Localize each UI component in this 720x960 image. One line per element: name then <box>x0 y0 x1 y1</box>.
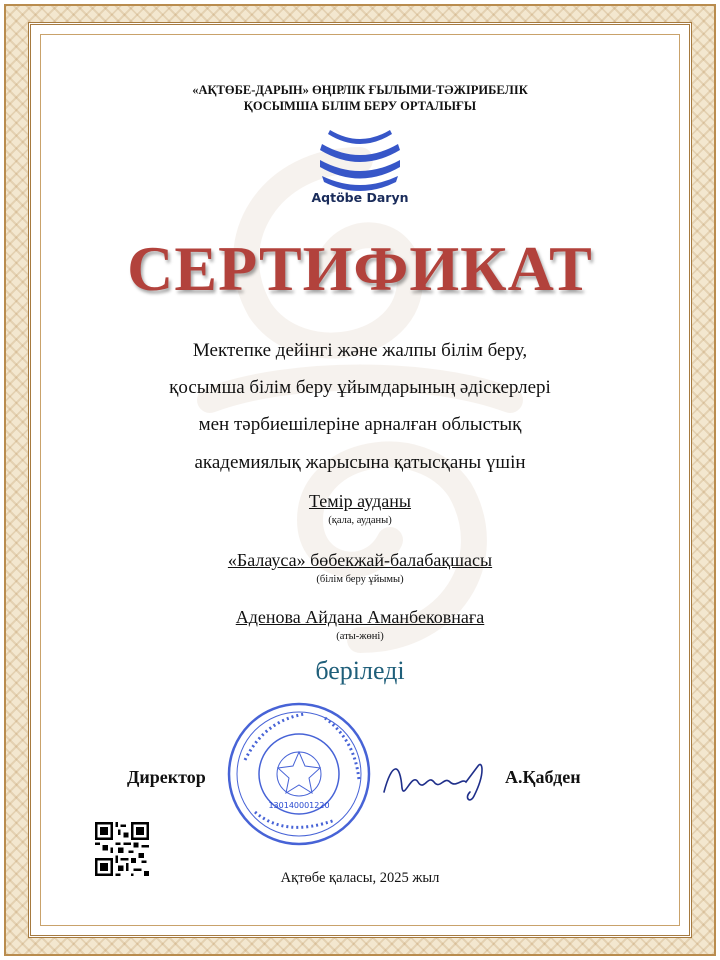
qr-code <box>95 822 149 876</box>
organization-field: «Балауса» бөбекжай-балабақшасы <box>227 550 493 570</box>
footer-location-year: Ақтөбе қаласы, 2025 жыл <box>280 870 440 886</box>
organization-line-2: ҚОСЫМША БІЛІМ БЕРУ ОРТАЛЫҒЫ <box>243 99 477 113</box>
official-stamp <box>225 700 373 848</box>
body-line-1: Мектепке дейінгі және жалпы білім беру, <box>192 340 528 361</box>
recipient-field: Аденова Айдана Аманбековнаға <box>235 607 485 627</box>
logo-text: Aqtöbe Daryn <box>311 190 409 205</box>
district-caption: (қала, ауданы) <box>328 515 392 526</box>
organization-caption: (білім беру ұйымы) <box>316 574 404 585</box>
organization-line-1: «АҚТӨБЕ-ДАРЫН» ӨҢІРЛІК ҒЫЛЫМИ-ТӘЖІРИБЕЛІК <box>192 83 528 97</box>
stamp-number: 130140001220 <box>268 801 330 810</box>
district-field: Темір ауданы <box>308 491 411 511</box>
director-name: А.Қабден <box>505 767 581 787</box>
director-label: Директор <box>127 767 206 787</box>
director-signature <box>378 752 490 810</box>
body-line-4: академиялық жарысына қатысқаны үшін <box>194 452 526 473</box>
body-line-3: мен тәрбиешілеріне арналған облыстық <box>198 414 522 435</box>
certificate-title: СЕРТИФИКАТ <box>127 233 593 304</box>
given-text: беріледі <box>315 656 405 685</box>
body-line-2: қосымша білім беру ұйымдарының әдіскерлері <box>169 377 551 398</box>
recipient-caption: (аты-жөні) <box>336 631 384 642</box>
